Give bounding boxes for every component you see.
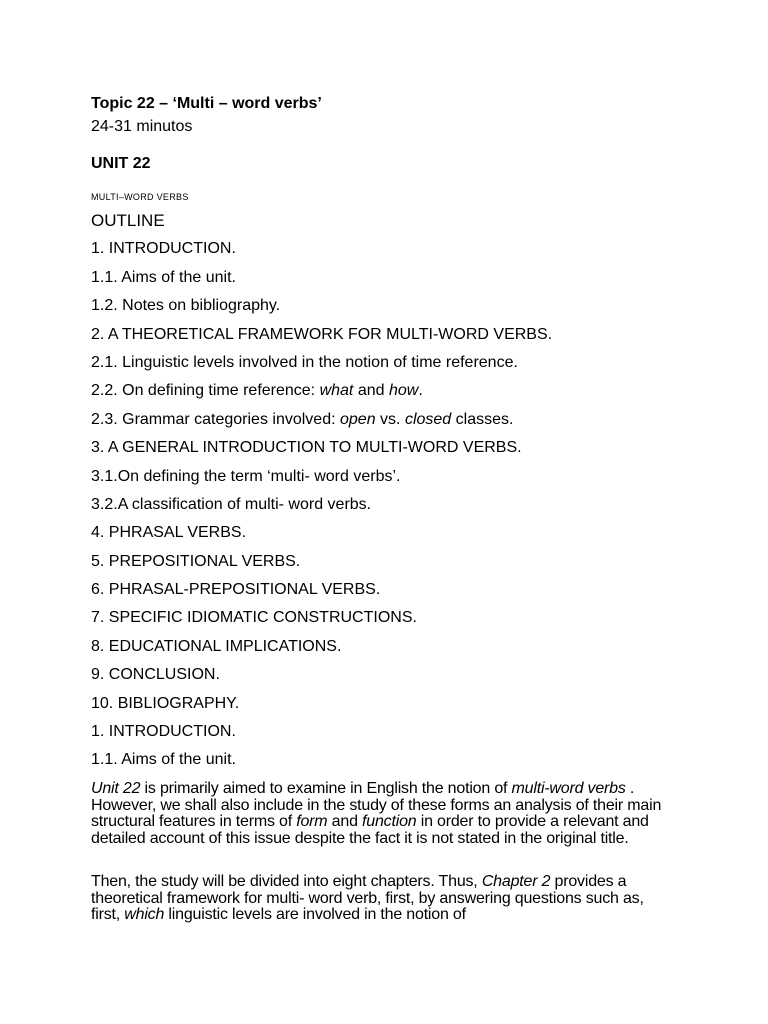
outline-item: 3.2.A classification of multi- word verbs. — [91, 495, 372, 513]
paragraph-emphasis: Chapter 2 — [481, 873, 551, 890]
outline-item: 2. A THEORETICAL FRAMEWORK FOR MULTI-WORD VERBS. — [91, 325, 553, 343]
outline-item: 7. SPECIFIC IDIOMATIC CONSTRUCTIONS. — [91, 609, 417, 627]
outline-text: and — [353, 382, 389, 400]
outline-item: 9. CONCLUSION. — [91, 666, 220, 684]
outline-heading: OUTLINE — [91, 211, 165, 230]
body-paragraph — [91, 874, 666, 924]
outline-item: 5. PREPOSITIONAL VERBS. — [91, 552, 301, 570]
section-heading: 1. INTRODUCTION. — [91, 723, 236, 741]
outline-item: 10. BIBLIOGRAPHY. — [91, 694, 240, 712]
paragraph-text: . However, we shall also include in the study of these forms an analysis of their main structural features in terms of — [91, 780, 662, 830]
paragraph-emphasis: form — [296, 813, 328, 830]
outline-item: 6. PHRASAL-PREPOSITIONAL VERBS. — [91, 581, 381, 599]
outline-emphasis: open — [340, 410, 376, 428]
paragraph-text: is primarily aimed to examine in English the notion of — [140, 780, 512, 797]
paragraph-emphasis: Unit 22 — [91, 780, 141, 797]
paragraph-text: in order to provide a relevant and detailed account of this issue despite the fact it is not stated in the original title. — [91, 813, 649, 847]
outline-list — [91, 210, 552, 778]
outline-text: vs. — [375, 410, 405, 428]
paragraph-text: provides a theoretical framework for multi- word verb, first, by answering questions such as, first, — [91, 873, 644, 923]
duration-text: 24-31 minutos — [91, 118, 193, 135]
unit-heading: UNIT 22 — [91, 155, 151, 172]
outline-item: 8. EDUCATIONAL IMPLICATIONS. — [91, 637, 342, 655]
paragraph-text: and — [327, 813, 363, 830]
document-title: Topic 22 – ‘Multi – word verbs’ — [91, 95, 322, 112]
body-paragraph — [91, 781, 666, 847]
outline-text: . — [418, 382, 423, 400]
outline-item: 4. PHRASAL VERBS. — [91, 524, 247, 542]
outline-item: 3.1.On defining the term ‘multi- word verbs’. — [91, 467, 401, 485]
outline-text: classes. — [451, 410, 514, 428]
paragraph-emphasis: which — [124, 906, 165, 923]
unit-subheading: MULTI–WORD VERBS — [91, 192, 189, 202]
outline-item: 1. INTRODUCTION. — [91, 240, 236, 258]
paragraph-text: Then, the study will be divided into eight chapters. Thus, — [91, 873, 482, 890]
outline-item: 3. A GENERAL INTRODUCTION TO MULTI-WORD VERBS. — [91, 439, 522, 457]
paragraph-text: linguistic levels are involved in the notion of — [164, 906, 466, 923]
outline-emphasis: how — [388, 382, 419, 400]
outline-emphasis: closed — [404, 410, 452, 428]
outline-item: 2.1. Linguistic levels involved in the notion of time reference. — [91, 353, 518, 371]
outline-item — [91, 409, 552, 437]
paragraph-emphasis: function — [362, 813, 417, 830]
outline-item — [91, 380, 552, 408]
outline-item: 1.1. Aims of the unit. — [91, 268, 236, 286]
outline-text: 2.2. On defining time reference: — [91, 382, 320, 400]
outline-emphasis: what — [319, 382, 354, 400]
outline-text: 2.3. Grammar categories involved: — [91, 410, 340, 428]
outline-item: 1.2. Notes on bibliography. — [91, 297, 281, 315]
paragraph-emphasis: multi-word verbs — [511, 780, 626, 797]
subsection-heading: 1.1. Aims of the unit. — [91, 751, 236, 769]
